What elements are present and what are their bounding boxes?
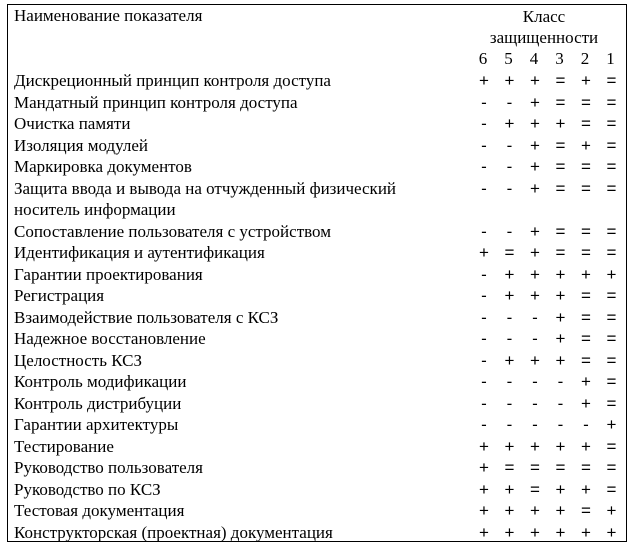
indicator-name: Мандатный принцип контроля доступа bbox=[14, 92, 298, 112]
indicator-name: Тестовая документация bbox=[14, 501, 185, 520]
class-values bbox=[471, 242, 627, 264]
class-value-cell: = bbox=[606, 458, 617, 477]
class-value-cell: + bbox=[504, 71, 515, 90]
class-values bbox=[471, 113, 627, 135]
class-value-cell: + bbox=[606, 522, 617, 542]
class-value-cell: = bbox=[555, 157, 566, 176]
table-row bbox=[0, 242, 630, 264]
class-value-cell: - bbox=[481, 372, 487, 391]
class-value-cell: + bbox=[581, 522, 591, 542]
class-value-cell: = bbox=[606, 286, 617, 305]
class-value-cell: - bbox=[557, 415, 564, 434]
class-column-header bbox=[470, 6, 618, 48]
class-value-cell: + bbox=[555, 307, 566, 327]
class-value-cell: = bbox=[606, 157, 617, 176]
class-value-cell: - bbox=[481, 135, 487, 155]
table-row bbox=[0, 92, 630, 114]
table-row bbox=[0, 135, 630, 157]
class-value-cell: = bbox=[606, 71, 617, 90]
indicator-name: Дискреционный принцип контроля доступа bbox=[14, 71, 331, 90]
class-value-cell: + bbox=[581, 135, 591, 155]
class-value-cell: - bbox=[506, 329, 513, 348]
class-values bbox=[471, 221, 627, 243]
indicator-name: Регистрация bbox=[14, 286, 105, 305]
class-value-cell: = bbox=[606, 114, 617, 133]
class-value-cell: = bbox=[606, 243, 617, 262]
class-value-cell: - bbox=[506, 372, 513, 391]
class-value-cell: + bbox=[530, 264, 540, 284]
class-value-cell: = bbox=[581, 92, 591, 112]
class-value-cell: + bbox=[530, 522, 540, 542]
indicator-name: Тестирование bbox=[14, 436, 114, 456]
class-value-cell: + bbox=[530, 178, 540, 198]
class-value-cell: + bbox=[555, 329, 566, 348]
class-numbers-row bbox=[470, 49, 626, 69]
class-value-cell: + bbox=[530, 71, 540, 90]
indicator-name: Гарантии проектирования bbox=[14, 264, 203, 284]
class-value-cell: - bbox=[557, 372, 564, 391]
class-value-cell: + bbox=[530, 135, 540, 155]
class-values bbox=[471, 156, 627, 178]
indicator-column-header: Наименование показателя bbox=[14, 6, 203, 25]
class-value-cell: - bbox=[481, 114, 487, 133]
class-value-cell: + bbox=[555, 350, 566, 370]
class-value-cell: + bbox=[581, 372, 591, 391]
class-value-cell: - bbox=[481, 221, 487, 241]
indicator-name: Сопоставление пользователя с устройством bbox=[14, 221, 331, 241]
class-value-cell: = bbox=[555, 221, 566, 241]
class-values bbox=[471, 393, 627, 415]
class-value-cell: = bbox=[530, 479, 540, 499]
class-value-cell: - bbox=[506, 157, 513, 176]
indicator-name: Маркировка документов bbox=[14, 157, 192, 176]
class-value-cell: + bbox=[479, 522, 489, 542]
class-value-cell: - bbox=[481, 286, 487, 305]
class-value-cell: + bbox=[530, 350, 540, 370]
table-row bbox=[0, 350, 630, 372]
class-value-cell: + bbox=[504, 436, 515, 456]
class-value-cell: - bbox=[532, 415, 538, 434]
table-row bbox=[0, 285, 630, 307]
class-number: 1 bbox=[606, 49, 615, 68]
class-values bbox=[471, 436, 627, 458]
class-values bbox=[471, 457, 627, 479]
class-value-cell: = bbox=[606, 135, 617, 155]
class-value-cell: + bbox=[479, 71, 489, 90]
class-value-cell: = bbox=[606, 329, 617, 348]
table-row bbox=[0, 479, 630, 501]
class-value-cell: = bbox=[555, 243, 566, 262]
class-value-cell: + bbox=[555, 436, 566, 456]
table-row bbox=[0, 221, 630, 243]
indicator-name: Руководство по КСЗ bbox=[14, 479, 161, 499]
class-value-cell: - bbox=[506, 307, 513, 327]
class-value-cell: = bbox=[581, 221, 591, 241]
class-title-line2: защищенности bbox=[489, 28, 599, 47]
indicator-name: Взаимодействие пользователя с КСЗ bbox=[14, 307, 279, 327]
class-value-cell: = bbox=[606, 436, 617, 456]
class-value-cell: = bbox=[581, 350, 591, 370]
class-number: 2 bbox=[580, 49, 590, 68]
class-values bbox=[471, 479, 627, 501]
table-row bbox=[0, 307, 630, 329]
class-value-cell: + bbox=[504, 114, 515, 133]
class-value-cell: - bbox=[506, 221, 513, 241]
table-row bbox=[0, 371, 630, 393]
class-value-cell: = bbox=[606, 350, 617, 370]
class-values bbox=[471, 307, 627, 329]
class-value-cell: + bbox=[504, 501, 515, 520]
class-values bbox=[471, 328, 627, 350]
class-value-cell: - bbox=[481, 178, 487, 198]
class-value-cell: = bbox=[581, 157, 591, 176]
class-number: 6 bbox=[478, 49, 488, 68]
class-value-cell: + bbox=[530, 157, 540, 176]
class-value-cell: - bbox=[532, 307, 538, 327]
class-value-cell: - bbox=[506, 92, 513, 112]
class-value-cell: + bbox=[606, 415, 617, 434]
class-values bbox=[471, 285, 627, 307]
class-value-cell: + bbox=[555, 479, 566, 499]
class-value-cell: - bbox=[481, 393, 487, 413]
table-row bbox=[0, 500, 630, 522]
class-values bbox=[471, 414, 627, 436]
class-values bbox=[471, 371, 627, 393]
indicator-name: Контроль дистрибуции bbox=[14, 393, 182, 413]
class-value-cell: + bbox=[504, 286, 515, 305]
indicator-name: Очистка памяти bbox=[14, 114, 131, 133]
table-row bbox=[0, 113, 630, 135]
class-value-cell: - bbox=[506, 135, 513, 155]
class-value-cell: + bbox=[530, 221, 540, 241]
class-values bbox=[471, 70, 627, 92]
table-row bbox=[0, 457, 630, 479]
class-value-cell: + bbox=[606, 264, 617, 284]
class-value-cell: + bbox=[479, 479, 489, 499]
class-value-cell: + bbox=[606, 501, 617, 520]
indicator-rows bbox=[0, 70, 630, 543]
class-value-cell: - bbox=[557, 393, 564, 413]
class-value-cell: - bbox=[481, 415, 487, 434]
class-value-cell: = bbox=[606, 178, 617, 198]
class-values bbox=[471, 92, 627, 114]
class-value-cell: = bbox=[581, 458, 591, 477]
table-row bbox=[0, 522, 630, 544]
class-values bbox=[471, 522, 627, 544]
class-value-cell: = bbox=[555, 92, 566, 112]
class-title-line1: Класс bbox=[522, 7, 566, 26]
class-value-cell: = bbox=[581, 286, 591, 305]
class-value-cell: - bbox=[481, 307, 487, 327]
class-value-cell: = bbox=[530, 458, 540, 477]
class-value-cell: + bbox=[479, 501, 489, 520]
class-value-cell: = bbox=[581, 501, 591, 520]
class-value-cell: + bbox=[504, 479, 515, 499]
class-value-cell: + bbox=[581, 436, 591, 456]
class-value-cell: = bbox=[606, 221, 617, 241]
class-value-cell: + bbox=[530, 114, 540, 133]
class-value-cell: + bbox=[530, 286, 540, 305]
indicator-name: Надежное восстановление bbox=[14, 329, 206, 348]
indicator-name: Конструкторская (проектная) документация bbox=[14, 522, 333, 542]
class-value-cell: + bbox=[555, 264, 566, 284]
table-row bbox=[0, 178, 630, 221]
class-value-cell: = bbox=[581, 329, 591, 348]
class-value-cell: + bbox=[555, 501, 566, 520]
indicator-name: Гарантии архитектуры bbox=[14, 415, 179, 434]
class-value-cell: + bbox=[479, 436, 489, 456]
class-value-cell: = bbox=[581, 243, 591, 262]
class-value-cell: = bbox=[581, 307, 591, 327]
class-value-cell: + bbox=[504, 350, 515, 370]
table-row bbox=[0, 156, 630, 178]
class-value-cell: + bbox=[581, 479, 591, 499]
table-row bbox=[0, 264, 630, 286]
class-value-cell: - bbox=[481, 329, 487, 348]
table-row bbox=[0, 70, 630, 92]
class-value-cell: + bbox=[555, 114, 566, 133]
class-value-cell: - bbox=[506, 415, 513, 434]
class-value-cell: - bbox=[532, 329, 538, 348]
class-value-cell: - bbox=[532, 372, 538, 391]
class-value-cell: + bbox=[530, 436, 540, 456]
class-value-cell: - bbox=[481, 92, 487, 112]
class-value-cell: = bbox=[606, 479, 617, 499]
class-value-cell: = bbox=[504, 243, 515, 262]
class-value-cell: + bbox=[555, 286, 566, 305]
class-value-cell: = bbox=[504, 458, 515, 477]
class-value-cell: - bbox=[481, 264, 487, 284]
class-value-cell: + bbox=[530, 501, 540, 520]
class-number: 5 bbox=[504, 49, 513, 68]
class-value-cell: = bbox=[606, 393, 617, 413]
class-value-cell: + bbox=[530, 92, 540, 112]
indicator-name: Контроль модификации bbox=[14, 372, 187, 391]
class-value-cell: - bbox=[481, 157, 487, 176]
class-value-cell: + bbox=[504, 522, 515, 542]
class-values bbox=[471, 500, 627, 522]
class-value-cell: = bbox=[581, 178, 591, 198]
class-value-cell: = bbox=[555, 458, 566, 477]
class-values bbox=[471, 350, 627, 372]
class-value-cell: - bbox=[481, 350, 487, 370]
table-row bbox=[0, 414, 630, 436]
class-value-cell: - bbox=[506, 178, 513, 198]
class-value-cell: = bbox=[606, 307, 617, 327]
table-row bbox=[0, 328, 630, 350]
class-value-cell: + bbox=[479, 243, 489, 262]
class-values bbox=[471, 178, 627, 200]
indicator-name: Защита ввода и вывода на отчужденный физический носитель информации bbox=[14, 178, 397, 219]
class-value-cell: - bbox=[506, 393, 513, 413]
class-value-cell: = bbox=[555, 71, 566, 90]
class-value-cell: + bbox=[581, 393, 591, 413]
class-value-cell: = bbox=[581, 114, 591, 133]
class-number: 3 bbox=[555, 49, 564, 68]
indicator-name: Изоляция модулей bbox=[14, 135, 149, 155]
class-value-cell: + bbox=[504, 264, 515, 284]
indicator-name: Руководство пользователя bbox=[14, 458, 203, 477]
class-value-cell: + bbox=[581, 71, 591, 90]
class-value-cell: + bbox=[581, 264, 591, 284]
class-value-cell: + bbox=[479, 458, 489, 477]
table-row bbox=[0, 436, 630, 458]
class-value-cell: = bbox=[606, 92, 617, 112]
class-value-cell: + bbox=[555, 522, 566, 542]
indicator-name: Целостность КСЗ bbox=[14, 350, 142, 370]
class-values bbox=[471, 135, 627, 157]
class-number: 4 bbox=[529, 49, 539, 68]
class-value-cell: - bbox=[583, 415, 589, 434]
table-row bbox=[0, 393, 630, 415]
indicator-name: Идентификация и аутентификация bbox=[14, 243, 265, 262]
class-value-cell: + bbox=[530, 243, 540, 262]
class-values bbox=[471, 264, 627, 286]
class-value-cell: = bbox=[606, 372, 617, 391]
class-value-cell: - bbox=[532, 393, 538, 413]
class-value-cell: = bbox=[555, 135, 566, 155]
class-value-cell: = bbox=[555, 178, 566, 198]
